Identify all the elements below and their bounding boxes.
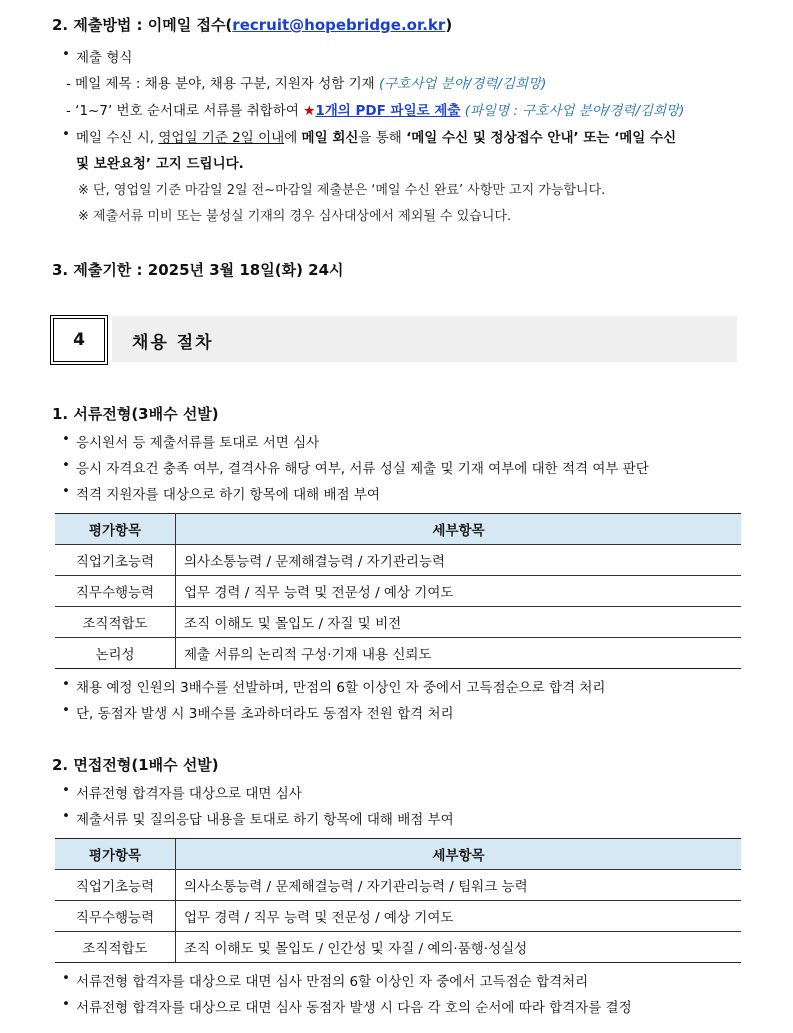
reply-part-a: 메일 수신 시,: [76, 130, 155, 146]
row-category: 직무수행능력: [55, 576, 176, 607]
row-category: 조직적합도: [55, 932, 176, 963]
row-detail: 업무 경력 / 직무 능력 및 전문성 / 예상 기여도: [176, 901, 742, 932]
row-category: 논리성: [55, 638, 176, 669]
recruit-email-link[interactable]: recruit@hopebridge.or.kr: [232, 16, 446, 34]
format-line-1-example: (구호사업 분야/경력/김희망): [379, 76, 547, 92]
row-category: 조직적합도: [55, 607, 176, 638]
interview-evaluation-table: [55, 838, 741, 963]
table-row: [55, 545, 741, 576]
format-line-2-example: (파일명 : 구호사업 분야/경력/김희망): [464, 103, 685, 119]
header-category: 평가항목: [55, 839, 176, 870]
submission-heading: [52, 14, 452, 35]
format-line-2-text: - ‘1~7’ 번호 순서대로 서류를 취합하여: [66, 103, 299, 119]
header-detail: 세부항목: [176, 514, 742, 545]
table-row: [55, 870, 741, 901]
row-detail: 제출 서류의 논리적 구성·기재 내용 신뢰도: [176, 638, 742, 669]
submission-heading-close: ): [445, 16, 453, 34]
row-category: 직업기초능력: [55, 545, 176, 576]
reply-line-2: 및 보완요청’ 고지 드립니다.: [76, 156, 244, 172]
table-header-row: [55, 514, 741, 545]
doc-screening-heading: 1. 서류전형(3배수 선발): [52, 405, 219, 423]
interview-bullet-2: • 제출서류 및 질의응답 내용을 토대로 하기 항목에 대해 배점 부여: [76, 808, 454, 828]
format-line-1-text: - 메일 제목 : 채용 분야, 채용 구분, 지원자 성함 기재: [66, 76, 375, 92]
row-detail: 의사소통능력 / 문제해결능력 / 자기관리능력: [176, 545, 742, 576]
reply-part-c: 에: [284, 130, 298, 146]
row-detail: 의사소통능력 / 문제해결능력 / 자기관리능력 / 팀워크 능력: [176, 870, 742, 901]
section-number-box: [50, 315, 108, 365]
header-detail: 세부항목: [176, 839, 742, 870]
reply-part-b: 영업일 기준 2일 이내: [158, 130, 285, 146]
format-line-1: [66, 72, 546, 92]
format-title: • 제출 형식: [76, 46, 132, 66]
doc-bullet-3: • 적격 지원자를 대상으로 하기 항목에 대해 배점 부여: [76, 483, 380, 503]
doc-after-bullet-2: • 단, 동점자 발생 시 3배수를 초과하더라도 동점자 전원 합격 처리: [76, 702, 454, 722]
table-row: [55, 932, 741, 963]
doc-after-bullet-1: • 채용 예정 인원의 3배수를 선발하며, 만점의 6할 이상인 자 중에서 고득점순으로 합격 처리: [76, 676, 605, 696]
row-detail: 업무 경력 / 직무 능력 및 전문성 / 예상 기여도: [176, 576, 742, 607]
note-2: ※ 제출서류 미비 또는 불성실 기재의 경우 심사대상에서 제외될 수 있습니다.: [78, 209, 512, 224]
row-detail: 조직 이해도 및 몰입도 / 자질 및 비전: [176, 607, 742, 638]
reply-part-e: 을 통해: [358, 130, 402, 146]
header-category: 평가항목: [55, 514, 176, 545]
doc-evaluation-table: [55, 513, 741, 669]
submission-heading-text: 2. 제출방법 : 이메일 접수(: [52, 16, 233, 34]
reply-part-d: 메일 회신: [301, 130, 359, 146]
interview-after-bullet-1: • 서류전형 합격자를 대상으로 대면 심사 만점의 6할 이상인 자 중에서 고득점순 합격처리: [76, 970, 588, 990]
note-1: ※ 단, 영업일 기준 마감일 2일 전~마감일 제출분은 ‘메일 수신 완료’ 사항만 고지 가능합니다.: [78, 183, 606, 198]
interview-heading: 2. 면접전형(1배수 선발): [52, 756, 219, 774]
reply-line-1: [76, 126, 676, 146]
format-line-2: [66, 99, 684, 119]
row-category: 직업기초능력: [55, 870, 176, 901]
row-detail: 조직 이해도 및 몰입도 / 인간성 및 자질 / 예의·품행·성실성: [176, 932, 742, 963]
table-row: [55, 607, 741, 638]
pdf-instruction: 1개의 PDF 파일로 제출: [315, 103, 461, 119]
interview-after-bullet-2: • 서류전형 합격자를 대상으로 대면 심사 동점자 발생 시 다음 각 호의 순서에 따라 합격자를 결정: [76, 996, 632, 1016]
doc-bullet-2: • 응시 자격요건 충족 여부, 결격사유 해당 여부, 서류 성실 제출 및 기재 여부에 대한 적격 여부 판단: [76, 457, 649, 477]
section-title: 채용 절차: [132, 333, 214, 353]
row-category: 직무수행능력: [55, 901, 176, 932]
star-icon: ★: [303, 103, 316, 119]
table-row: [55, 638, 741, 669]
doc-bullet-1: • 응시원서 등 제출서류를 토대로 서면 심사: [76, 431, 319, 451]
deadline-heading: 3. 제출기한 : 2025년 3월 18일(화) 24시: [52, 261, 344, 279]
interview-bullet-1: • 서류전형 합격자를 대상으로 대면 심사: [76, 782, 302, 802]
reply-part-f: ‘메일 수신 및 정상접수 안내’ 또는 ‘메일 수신: [406, 130, 677, 146]
table-row: [55, 901, 741, 932]
section-number: 4: [73, 330, 85, 350]
table-header-row: [55, 839, 741, 870]
table-row: [55, 576, 741, 607]
